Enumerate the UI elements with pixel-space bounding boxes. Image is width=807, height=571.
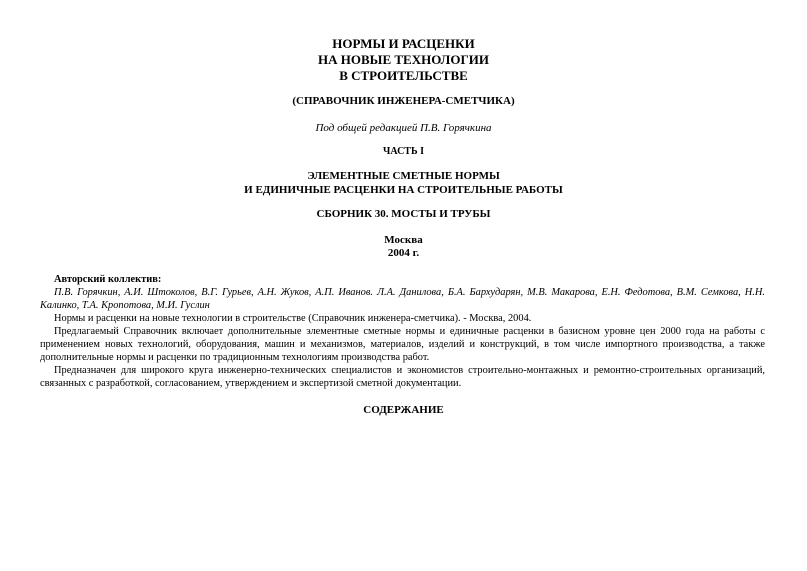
contents-heading: СОДЕРЖАНИЕ	[363, 404, 444, 416]
document-body	[40, 273, 765, 390]
publication-city: Москва	[384, 234, 423, 246]
editor-line: Под общей редакцией П.В. Горячкина	[315, 122, 492, 134]
section-line-2: И ЕДИНИЧНЫЕ РАСЦЕНКИ НА СТРОИТЕЛЬНЫЕ РАБОТЫ	[244, 184, 563, 196]
title-line-1: НОРМЫ И РАСЦЕНКИ	[332, 36, 475, 51]
document-subtitle: (СПРАВОЧНИК ИНЖЕНЕРА-СМЕТЧИКА)	[292, 95, 515, 107]
audience-paragraph: Предназначен для широкого круга инженерно-технических специалистов и экономистов строительно-монтажных и ремонтно-строительных организаций, связанных с разработкой, согласованием, утверждением и экспертизой сметной документации.	[40, 365, 765, 389]
citation-paragraph: Нормы и расценки на новые технологии в строительстве (Справочник инженера-сметчика). - Москва, 2004.	[54, 313, 532, 324]
collection-heading: СБОРНИК 30. МОСТЫ И ТРУБЫ	[316, 208, 491, 220]
part-heading: ЧАСТЬ I	[383, 146, 424, 157]
title-line-2: НА НОВЫЕ ТЕХНОЛОГИИ	[318, 52, 489, 67]
description-paragraph: Предлагаемый Справочник включает дополнительные элементные сметные нормы и единичные расценки в базисном уровне цен 2000 года на работы с применением новых технологий, оборудования, машин и механизмов, материалов, изделий и конструкций, в том числе импортного производства, а также дополнительные нормы и расценки по традиционным технологиям производства работ.	[40, 326, 765, 363]
document-title	[0, 36, 807, 84]
authors-list: П.В. Горячкин, А.И. Штоколов, В.Г. Гурьев, А.Н. Жуков, А.П. Иванов. Л.А. Данилова, Б.А. Бархударян, М.В. Макарова, Е.Н. Федотова, В.М. Семкова, Н.Н. Калинко, Т.А. Кропотова, М.И. Гуслин	[40, 287, 765, 311]
section-line-1: ЭЛЕМЕНТНЫЕ СМЕТНЫЕ НОРМЫ	[307, 170, 500, 182]
title-line-3: В СТРОИТЕЛЬСТВЕ	[339, 68, 468, 83]
publication-place	[0, 234, 807, 260]
section-heading	[0, 169, 807, 197]
publication-year: 2004 г.	[387, 247, 420, 259]
authors-heading: Авторский коллектив:	[54, 274, 162, 285]
